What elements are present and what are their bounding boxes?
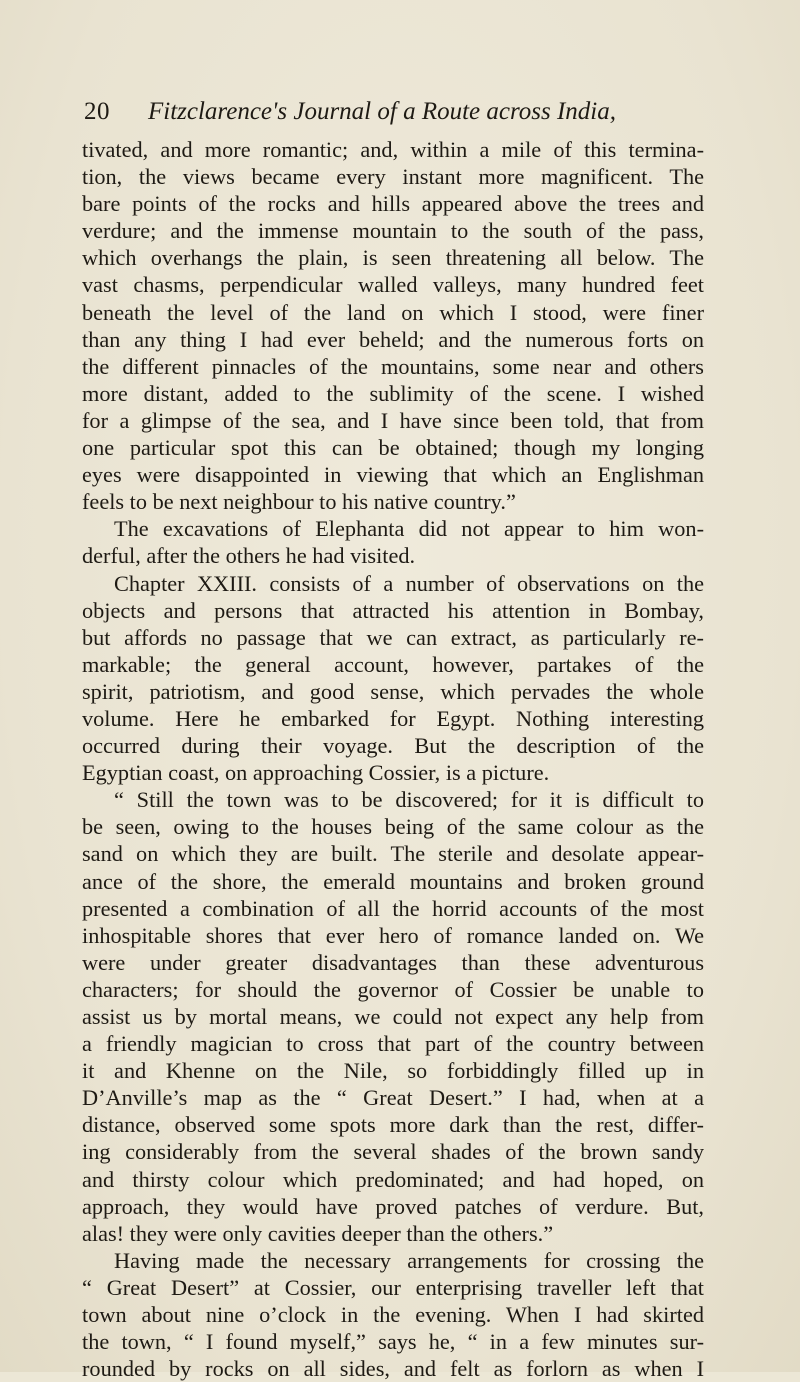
text-line: objects and persons that attracted his attention in Bombay, xyxy=(82,597,704,623)
text-line: the town, “ I found myself,” says he, “ in a few minutes sur- xyxy=(82,1329,704,1355)
text-line: verdure; and the immense mountain to the south of the pass, xyxy=(82,218,704,244)
text-line: which overhangs the plain, is seen threatening all below. The xyxy=(82,245,704,271)
text-line: for a glimpse of the sea, and I have since been told, that from xyxy=(82,407,704,433)
text-line: town about nine o’clock in the evening. When I had skirted xyxy=(82,1302,704,1328)
text-line: vast chasms, perpendicular walled valleys, many hundred feet xyxy=(82,272,704,298)
text-line: The excavations of Elephanta did not appear to him won- xyxy=(114,516,704,542)
text-line: a friendly magician to cross that part of the country between xyxy=(82,1031,704,1057)
text-line: assist us by mortal means, we could not expect any help from xyxy=(82,1004,704,1029)
text-line: tivated, and more romantic; and, within a mile of this termina- xyxy=(82,137,704,162)
text-line: Egyptian coast, on approaching Cossier, is a picture. xyxy=(82,760,550,786)
text-line: “ Still the town was to be discovered; for it is difficult to xyxy=(114,787,704,813)
page-number: 20 xyxy=(84,98,110,125)
text-line: presented a combination of all the horrid accounts of the most xyxy=(82,895,704,921)
running-title: Fitzclarence's Journal of a Route across India, xyxy=(148,98,617,125)
running-head xyxy=(84,96,704,128)
text-line: volume. Here he embarked for Egypt. Nothing interesting xyxy=(82,705,704,731)
text-line: beneath the level of the land on which I stood, were finer xyxy=(82,299,704,325)
text-line: D’Anville’s map as the “ Great Desert.” I had, when at a xyxy=(82,1085,704,1111)
text-line: eyes were disappointed in viewing that which an Englishman xyxy=(82,462,704,488)
text-line: more distant, added to the sublimity of the scene. I wished xyxy=(82,380,704,406)
text-line: ing considerably from the several shades of the brown sandy xyxy=(82,1139,704,1165)
text-line: spirit, patriotism, and good sense, which pervades the whole xyxy=(82,678,704,704)
text-line: alas! they were only cavities deeper than the others.” xyxy=(82,1220,554,1246)
text-line: bare points of the rocks and hills appeared above the trees and xyxy=(82,191,704,217)
text-line: than any thing I had ever beheld; and the numerous forts on xyxy=(82,326,704,352)
text-line: characters; for should the governor of Cossier be unable to xyxy=(82,976,704,1002)
text-line: derful, after the others he had visited. xyxy=(82,543,416,569)
text-line: Having made the necessary arrangements for crossing the xyxy=(114,1247,704,1273)
text-line: and thirsty colour which predominated; and had hoped, on xyxy=(82,1166,704,1192)
text-line: inhospitable shores that ever hero of romance landed on. We xyxy=(82,922,704,948)
text-line: distance, observed some spots more dark than the rest, differ- xyxy=(82,1112,704,1138)
text-line: feels to be next neighbour to his native country.” xyxy=(82,489,516,515)
text-line: sand on which they are built. The sterile and desolate appear- xyxy=(82,841,704,867)
text-line: ance of the shore, the emerald mountains and broken ground xyxy=(82,868,704,894)
text-line: the different pinnacles of the mountains, some near and others xyxy=(82,353,704,379)
text-line: approach, they would have proved patches of verdure. But, xyxy=(82,1193,704,1219)
body-text xyxy=(82,136,704,1382)
text-line: Chapter XXIII. consists of a number of observations on the xyxy=(114,570,704,596)
text-line: but affords no passage that we can extract, as particularly re- xyxy=(82,624,704,650)
text-line: it and Khenne on the Nile, so forbiddingly filled up in xyxy=(82,1058,704,1084)
text-line: tion, the views became every instant more magnificent. The xyxy=(82,164,704,190)
text-line: one particular spot this can be obtained; though my longing xyxy=(82,435,704,461)
text-line: occurred during their voyage. But the description of the xyxy=(82,733,704,759)
text-line: be seen, owing to the houses being of the same colour as the xyxy=(82,814,704,840)
text-line: markable; the general account, however, partakes of the xyxy=(82,651,704,677)
text-line: were under greater disadvantages than these adventurous xyxy=(82,949,704,975)
text-line: “ Great Desert” at Cossier, our enterprising traveller left that xyxy=(82,1274,704,1300)
text-line: rounded by rocks on all sides, and felt as forlorn as when I xyxy=(82,1356,704,1382)
